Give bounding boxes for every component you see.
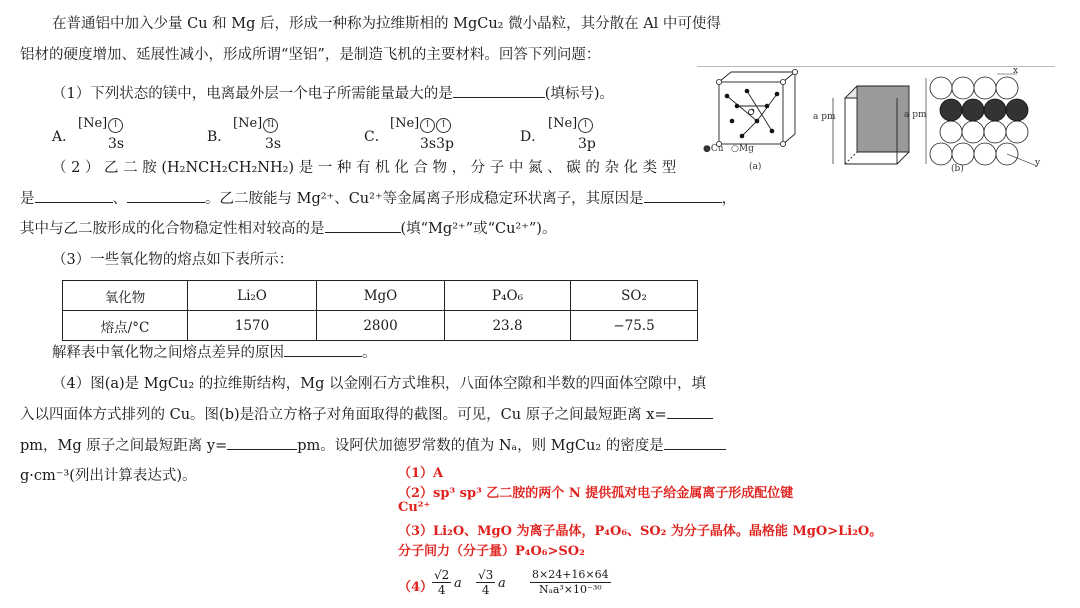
option-d-sub: 3p xyxy=(578,136,596,152)
q3-explain-tail: 。 xyxy=(362,345,377,361)
legend-mg: ○Mg xyxy=(731,144,754,154)
option-a-sub: 3s xyxy=(108,136,125,152)
q4-line-3 xyxy=(20,436,726,456)
option-c-letter: C． xyxy=(364,129,389,145)
table-header-cell: MgO xyxy=(317,281,445,311)
q4-text-b: pm，Mg 原子之间最短距离 y= xyxy=(20,438,228,454)
option-a-letter: A． xyxy=(52,129,77,145)
q4-blank-density[interactable] xyxy=(664,449,726,450)
q2-text-c: 。乙二胺能与 Mg²⁺、Cu²⁺等金属离子形成稳定环状离子，其原因是 xyxy=(205,191,644,207)
answer-2: （2）sp³ sp³ 乙二胺的两个 N 提供孤对电子给金属离子形成配位键 xyxy=(398,486,794,501)
y-var: a xyxy=(498,576,506,591)
q2-blank-reason[interactable] xyxy=(644,202,722,203)
density-denominator: Nₐa³×10⁻³⁰ xyxy=(538,583,602,596)
option-c-config xyxy=(390,116,454,152)
a-pm-label-a: a pm xyxy=(813,112,836,122)
q2-text-d: ， xyxy=(721,191,737,207)
q2-text-a: 是 xyxy=(20,191,35,207)
table-cell: 23.8 xyxy=(445,311,571,341)
section-b xyxy=(930,77,1028,165)
option-a-config xyxy=(78,116,125,152)
q1-stem xyxy=(52,84,614,104)
cube-diagonal-plane xyxy=(833,86,909,164)
mg-atoms xyxy=(716,69,797,146)
q4-line-4: g·cm⁻³(列出计算表达式)。 xyxy=(20,468,197,484)
option-b-letter: B． xyxy=(207,129,232,145)
orbital-box-icon: ↿ xyxy=(578,118,593,133)
q4-line-2 xyxy=(20,405,713,425)
q1-options xyxy=(52,116,692,156)
q2-text-b: 、 xyxy=(112,191,127,207)
option-d-config xyxy=(548,116,596,152)
q4-text-a: 入以四面体方式排列的 Cu。图(b)是沿立方格子对角面取得的截图。可见，Cu 原子之间最短距离 x= xyxy=(20,407,667,423)
caption-a: (a) xyxy=(749,162,762,172)
option-d-core: [Ne] xyxy=(548,116,578,131)
option-d-letter: D． xyxy=(520,129,546,145)
q2-blank-c-hybrid[interactable] xyxy=(127,202,205,203)
q2-line-3 xyxy=(20,219,556,239)
caption-b: (b) xyxy=(951,164,964,174)
q4-blank-x[interactable] xyxy=(667,418,713,419)
orbital-box-icon: ⇅ xyxy=(263,118,278,133)
q2-blank-n-hybrid[interactable] xyxy=(35,202,113,203)
q2-blank-ion[interactable] xyxy=(325,232,401,233)
y-label: y xyxy=(1035,158,1041,168)
q2-text-f: (填“Mg²⁺”或“Cu²⁺”)。 xyxy=(400,221,557,237)
y-denominator: 4 xyxy=(481,583,490,597)
option-b-core: [Ne] xyxy=(233,116,263,131)
q3-explain-text: 解释表中氧化物之间熔点差异的原因 xyxy=(52,345,284,361)
orbital-box-icon: ↿ xyxy=(436,118,451,133)
orbital-box-icon: ↿ xyxy=(108,118,123,133)
option-c-core: [Ne] xyxy=(390,116,420,131)
q4-text-c: pm。设阿伏加德罗常数的值为 Nₐ，则 MgCu₂ 的密度是 xyxy=(297,438,664,454)
orbital-box-icon: ↿ xyxy=(420,118,435,133)
table-cell: 熔点/°C xyxy=(63,311,188,341)
q1-tail: (填标号)。 xyxy=(544,86,615,102)
option-b-config xyxy=(233,116,282,152)
intro-line-1: 在普通铝中加入少量 Cu 和 Mg 后，形成一种称为拉维斯相的 MgCu₂ 微小晶粒，其分散在 Al 中可使得 xyxy=(52,16,721,32)
table-cell: −75.5 xyxy=(571,311,698,341)
table-header-cell: P₄O₆ xyxy=(445,281,571,311)
legend-cu: ●Cu xyxy=(703,144,724,154)
answer-4-y-fraction xyxy=(476,568,495,597)
x-denominator: 4 xyxy=(437,583,446,597)
table-cell: 2800 xyxy=(317,311,445,341)
table-header-cell: Li₂O xyxy=(188,281,317,311)
option-c-sub: 3s3p xyxy=(420,136,454,152)
x-var: a xyxy=(454,576,462,591)
answer-4-label: （4） xyxy=(398,580,434,595)
q1-stem-text: （1）下列状态的镁中，电离最外层一个电子所需能量最大的是 xyxy=(52,86,453,102)
q3-explain xyxy=(52,343,377,363)
q4-blank-y[interactable] xyxy=(227,449,297,450)
answer-3-line-1: （3）Li₂O、MgO 为离子晶体，P₄O₆、SO₂ 为分子晶体。晶格能 MgO>Li₂O。 xyxy=(398,524,883,539)
answer-1: （1）A xyxy=(398,466,444,481)
q2-text-e: 其中与乙二胺形成的化合物稳定性相对较高的是 xyxy=(20,221,325,237)
crystal-figure xyxy=(697,66,1055,178)
answer-3-line-2: 分子间力（分子量）P₄O₆>SO₂ xyxy=(398,544,585,559)
x-label: x xyxy=(1013,66,1019,76)
table-cell: 1570 xyxy=(188,311,317,341)
answer-2-cu: Cu²⁺ xyxy=(398,500,431,515)
table-row xyxy=(63,281,698,311)
q3-stem: （3）一些氧化物的熔点如下表所示： xyxy=(52,252,294,268)
a-pm-label-b: a pm xyxy=(904,110,927,120)
melting-point-table xyxy=(62,280,698,341)
q2-line-1: （ 2 ） 乙 二 胺 (H₂NCH₂CH₂NH₂) 是 一 种 有 机 化 合 物 ， 分 子 中 氮 、 碳 的 杂 化 类 型 xyxy=(52,160,677,176)
q1-answer-blank[interactable] xyxy=(453,97,545,98)
table-row xyxy=(63,311,698,341)
table-header-cell: SO₂ xyxy=(571,281,698,311)
y-numerator: √3 xyxy=(478,568,494,582)
answer-4-x-fraction xyxy=(432,568,451,597)
answer-4-density-fraction xyxy=(530,568,611,597)
intro-line-2: 铝材的硬度增加、延展性减小，形成所谓“坚铝”，是制造飞机的主要材料。回答下列问题： xyxy=(20,47,601,63)
density-numerator: 8×24+16×64 xyxy=(532,568,609,581)
option-b-sub: 3s xyxy=(265,136,282,152)
table-header-cell: 氧化物 xyxy=(63,281,188,311)
option-a-core: [Ne] xyxy=(78,116,108,131)
x-numerator: √2 xyxy=(434,568,450,582)
q3-blank-reason[interactable] xyxy=(284,356,362,357)
q4-line-1: （4）图(a)是 MgCu₂ 的拉维斯结构，Mg 以金刚石方式堆积，八面体空隙和半数的四面体空隙中，填 xyxy=(52,376,707,392)
q2-line-2 xyxy=(20,189,736,209)
cu-row-b xyxy=(940,99,1028,121)
